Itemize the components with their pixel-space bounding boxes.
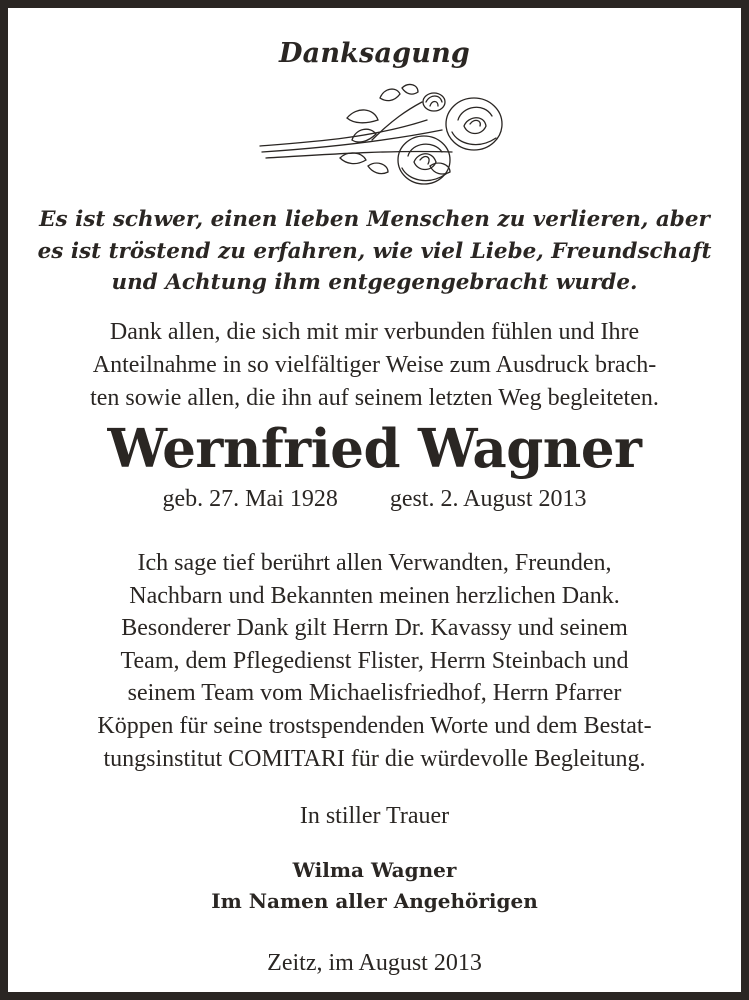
deceased-name: Wernfried Wagner [107, 418, 642, 480]
thanks-body-line: Besonderer Dank gilt Herrn Dr. Kavassy und seinem [121, 615, 628, 642]
signers [8, 855, 741, 917]
thanks-body-line: Nachbarn und Bekannten meinen herzlichen Dank. [129, 582, 620, 609]
motto-line: Es ist schwer, einen lieben Menschen zu verlieren, aber [39, 207, 710, 232]
thanks-intro-line: ten sowie allen, die ihn auf seinem letzten Weg begleiteten. [90, 385, 659, 411]
heading: Danksagung [279, 38, 470, 69]
thanks-intro [8, 316, 741, 415]
thanks-body-line: tungsinstitut COMITARI für die würdevolle Begleitung. [103, 745, 646, 772]
death-date: gest. 2. August 2013 [389, 486, 587, 512]
thanks-body-line: Köppen für seine trostspendenden Worte und dem Bestat- [97, 712, 652, 739]
thanks-body-line: Team, dem Pflegedienst Flister, Herrn Steinbach und [120, 647, 629, 674]
roses-icon [252, 80, 514, 196]
motto [8, 204, 741, 299]
thanks-intro-line: Anteilnahme in so vielfältiger Weise zum Ausdruck brach- [92, 352, 657, 378]
thanks-body-line: Ich sage tief berührt allen Verwandten, Freunden, [137, 550, 612, 576]
thanks-intro-line: Dank allen, die sich mit mir verbunden fühlen und Ihre [109, 319, 640, 345]
signer-name: Wilma Wagner [292, 858, 457, 882]
mourning-phrase: In stiller Trauer [299, 803, 450, 829]
thanks-body-line: seinem Team vom Michaelisfriedhof, Herrn Pfarrer [127, 680, 622, 707]
birth-date: geb. 27. Mai 1928 [162, 486, 338, 512]
signer-note: Im Namen aller Angehörigen [211, 889, 538, 913]
thanks-body [8, 547, 741, 775]
life-dates [8, 486, 741, 513]
motto-line: es ist tröstend zu erfahren, wie viel Liebe, Freundschaft [37, 238, 712, 264]
motto-line: und Achtung ihm entgegengebracht wurde. [111, 270, 638, 295]
place-date: Zeitz, im August 2013 [267, 950, 482, 976]
